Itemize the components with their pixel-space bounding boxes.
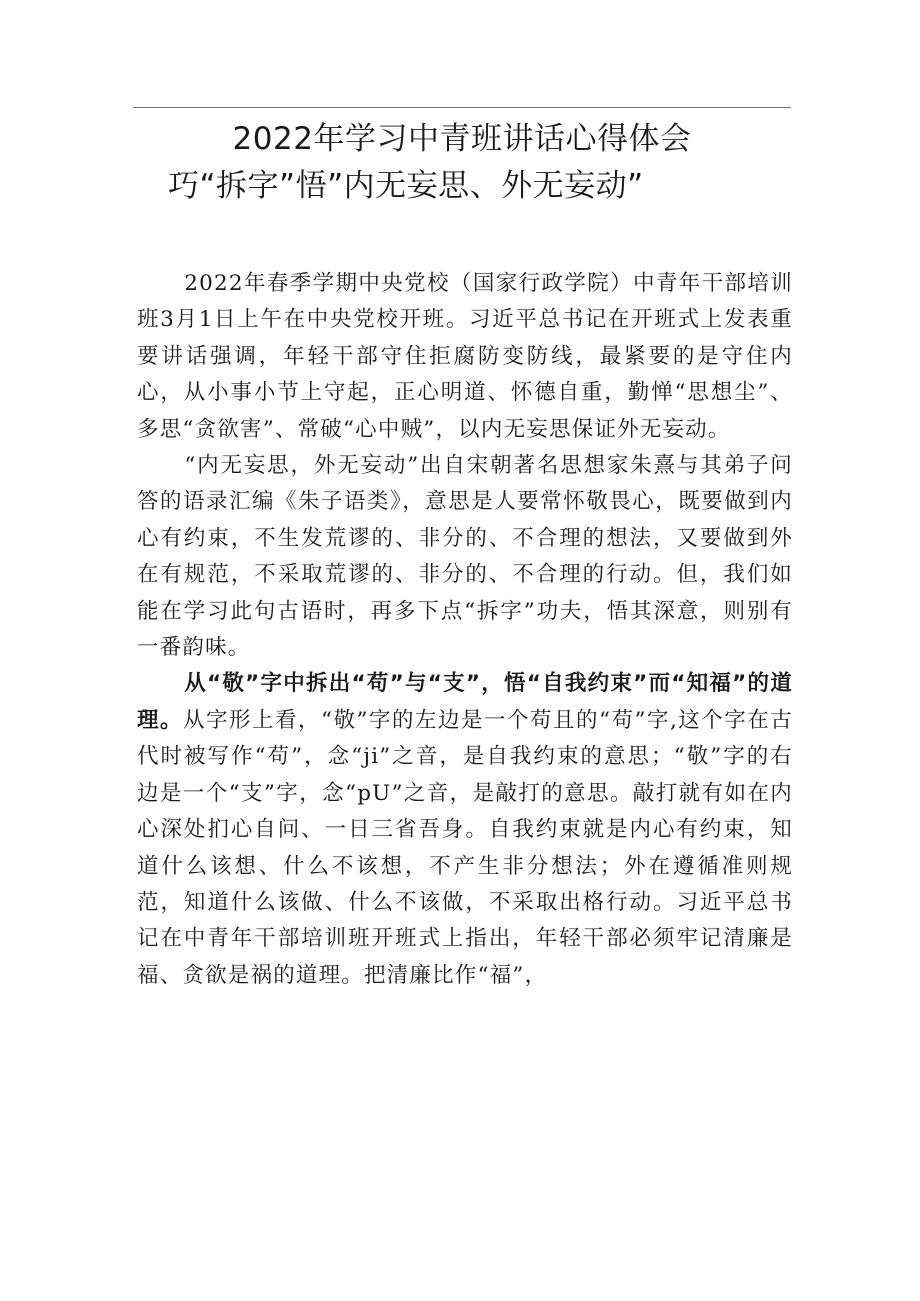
document-body	[137, 266, 793, 994]
document-title: 2022年学习中青班讲话心得体会	[232, 121, 692, 157]
document-subtitle: 巧“拆字”悟”内无妄思、外无妄动”	[168, 168, 644, 204]
header-rule	[133, 107, 791, 108]
paragraph-3	[137, 666, 793, 994]
paragraph-text: 2022年春季学期中央党校（国家行政学院）中青年干部培训班3月1日上午在中央党校开班。习近平总书记在开班式上发表重要讲话强调，年轻干部守住拒腐防变防线，最紧要的是守住内心，从小事小节上守起，正心明道、怀德自重，勤惮“思想尘”、多思“贪欲害”、常破“心中贼”，以内无妄思保证外无妄动。	[137, 271, 793, 442]
paragraph-2	[137, 448, 793, 666]
paragraph-1	[137, 266, 793, 448]
paragraph-text: “内无妄思，外无妄动”出自宋朝著名思想家朱熹与其弟子问答的语录汇编《朱子语类》，意思是人要常怀敬畏心，既要做到内心有约束，不生发荒谬的、非分的、不合理的想法，又要做到外在有规范，不采取荒谬的、非分的、不合理的行动。但，我们如能在学习此句古语时，再多下点“拆字”功夫，悟其深意，则别有一番韵味。	[137, 453, 793, 661]
paragraph-text: 从字形上看，“敬”字的左边是一个苟且的“苟”字,这个字在古代时被写作“苟”，念“ji”之音，是自我约束的意思；“敬”字的右边是一个“支”字，念“pU”之音，是敲打的意思。敲打就有如在内心深处扪心自问、一日三省吾身。自我约束就是内心有约束，知道什么该想、什么不该想，不产生非分想法；外在遵循准则规范，知道什么该做、什么不该做，不采取出格行动。习近平总书记在中青年干部培训班开班式上指出，年轻干部必须牢记清廉是福、贪欲是祸的道理。把清廉比作“福”，	[137, 707, 793, 988]
paragraph-lead: 从“敬”字中拆出“苟”与“支”，悟“自我约束”而“知福”的道理。	[137, 671, 793, 733]
